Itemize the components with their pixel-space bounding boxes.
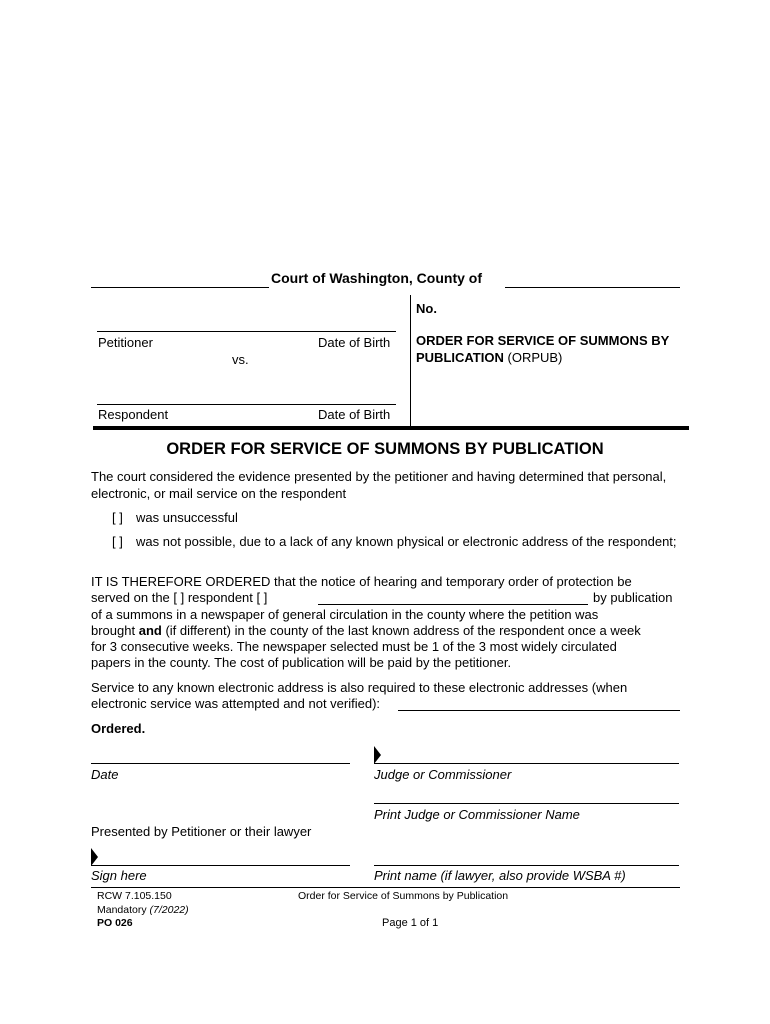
- petitioner-label: Petitioner: [98, 335, 153, 350]
- option-unsuccessful: was unsuccessful: [136, 510, 238, 525]
- petitioner-dob-label: Date of Birth: [318, 335, 391, 350]
- print-name-label: Print name (if lawyer, also provide WSBA #): [374, 868, 626, 883]
- order-respondent-text: served on the [ ] respondent [ ]: [91, 590, 268, 605]
- checkbox-not-possible[interactable]: [ ]: [112, 534, 123, 549]
- order-county-text: (if different) in the county of the last known address of the respondent once a week: [165, 623, 641, 638]
- sign-arrow-icon: [91, 848, 98, 866]
- order-line-6: papers in the county. The cost of publication will be paid by the petitioner.: [91, 655, 512, 670]
- date-line[interactable]: [91, 763, 350, 764]
- caption-title: [416, 333, 691, 366]
- vs-label: vs.: [232, 352, 249, 367]
- service-line-2: electronic service was attempted and not verified):: [91, 696, 381, 711]
- order-and-text: and: [138, 623, 162, 638]
- service-line-1: Service to any known electronic address is also required to these electronic addresses (when: [91, 680, 628, 695]
- caption-form-code: (ORPUB): [507, 349, 563, 365]
- page-title: ORDER FOR SERVICE OF SUMMONS BY PUBLICATION: [166, 440, 604, 458]
- court-title: Court of Washington, County of: [271, 270, 482, 286]
- print-judge-label: Print Judge or Commissioner Name: [374, 807, 580, 822]
- date-label: Date: [91, 767, 119, 782]
- footer-mandatory-text: Mandatory: [97, 904, 147, 916]
- case-number-label: No.: [416, 301, 437, 316]
- respondent-label: Respondent: [98, 407, 169, 422]
- petitioner-signature-line[interactable]: [91, 865, 350, 866]
- order-line-5: for 3 consecutive weeks. The newspaper selected must be 1 of the 3 most widely circulated: [91, 639, 617, 654]
- judge-signature-line[interactable]: [374, 763, 679, 764]
- petitioner-line[interactable]: [97, 331, 396, 332]
- footer-page-number: Page 1 of 1: [382, 917, 439, 929]
- footer-rule: [91, 887, 680, 888]
- sign-arrow-icon: [374, 746, 381, 764]
- sign-here-label: Sign here: [91, 868, 147, 883]
- order-brought-text: brought: [91, 623, 136, 638]
- judge-name-line[interactable]: [374, 803, 679, 804]
- order-publication-text: by publication: [593, 590, 673, 605]
- respondent-name-blank[interactable]: [318, 604, 588, 605]
- respondent-line[interactable]: [97, 404, 396, 405]
- footer-mandatory-date: (7/2022): [149, 904, 189, 916]
- intro-paragraph: The court considered the evidence presented by the petitioner and having determined that personal, electronic, or mail service on the respondent: [91, 469, 667, 501]
- court-blank-line[interactable]: [91, 287, 269, 288]
- print-name-line[interactable]: [374, 865, 679, 866]
- checkbox-unsuccessful[interactable]: [ ]: [112, 510, 123, 525]
- footer-form-title: Order for Service of Summons by Publication: [298, 890, 509, 902]
- electronic-address-blank[interactable]: [398, 710, 680, 711]
- caption-title-text: ORDER FOR SERVICE OF SUMMONS BY PUBLICATION: [416, 333, 670, 365]
- presented-by-label: Presented by Petitioner or their lawyer: [91, 824, 312, 839]
- option-not-possible: was not possible, due to a lack of any known physical or electronic address of the respondent;: [136, 534, 677, 549]
- footer-mandatory: [97, 904, 189, 916]
- footer-rcw: RCW 7.105.150: [97, 890, 172, 902]
- order-line-3: of a summons in a newspaper of general circulation in the county where the petition was: [91, 607, 599, 622]
- caption-bottom-rule: [93, 426, 689, 430]
- footer-form-code: PO 026: [97, 917, 133, 929]
- county-blank-line[interactable]: [505, 287, 680, 288]
- order-line-4: [91, 623, 681, 640]
- ordered-label: Ordered.: [91, 721, 146, 736]
- respondent-dob-label: Date of Birth: [318, 407, 391, 422]
- judge-label: Judge or Commissioner: [374, 767, 512, 782]
- order-line-1: IT IS THEREFORE ORDERED that the notice of hearing and temporary order of protection be: [91, 574, 632, 589]
- caption-divider: [410, 295, 411, 428]
